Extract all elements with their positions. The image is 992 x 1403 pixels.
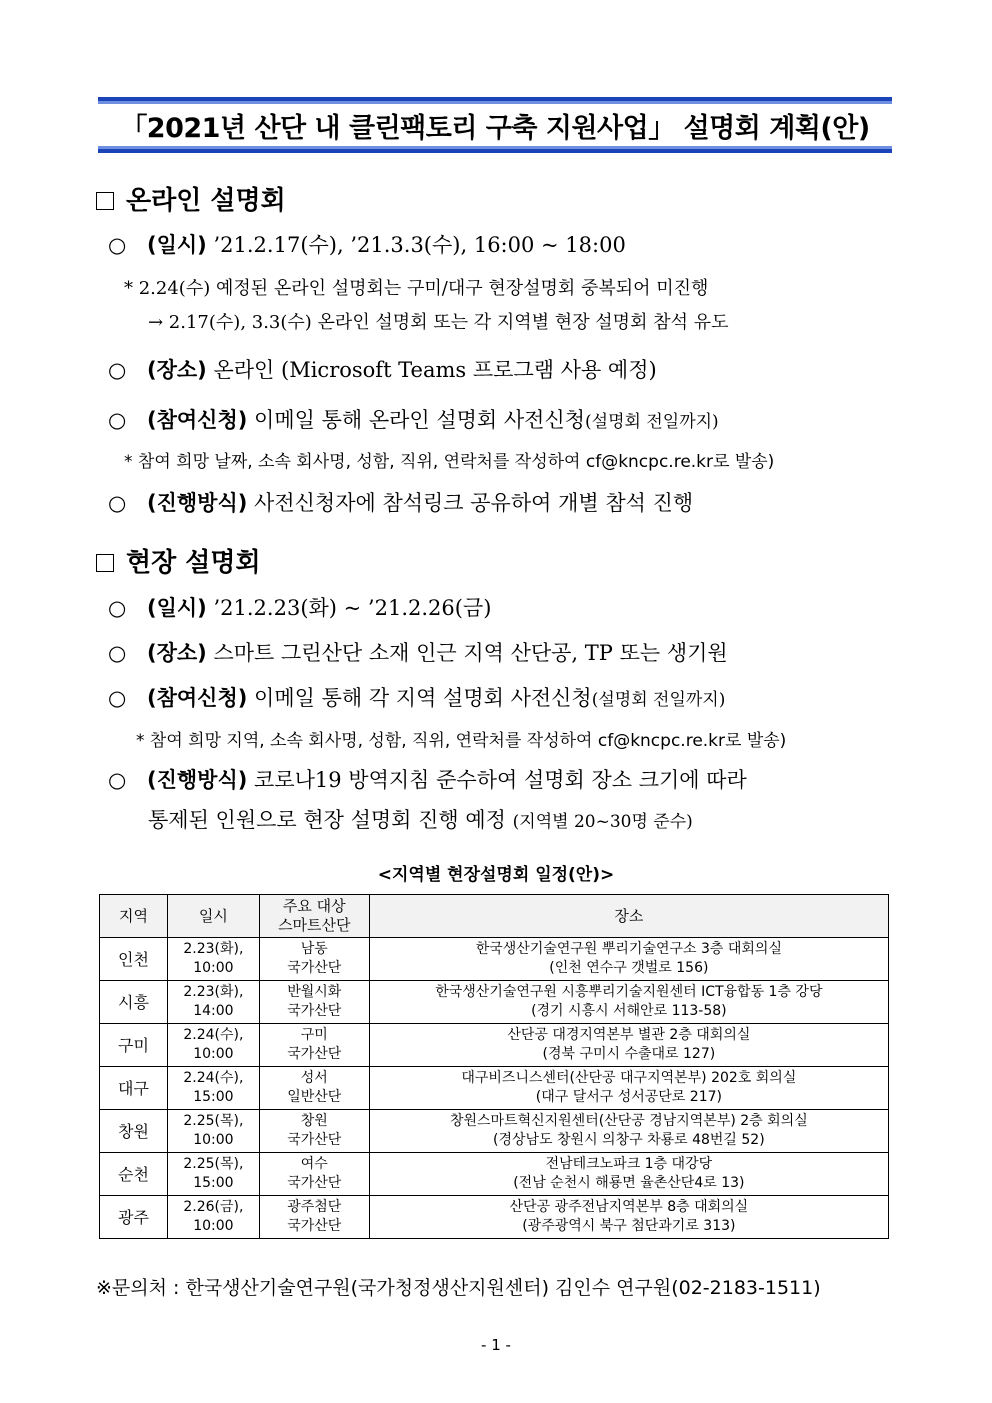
header-place: 장소 [369,895,888,938]
cell-region: 인천 [100,938,168,981]
cell-date: 2.26(금), 10:00 [167,1196,259,1239]
onsite-apply-note: * 참여 희망 지역, 소속 회사명, 성함, 직위, 연락처를 작성하여 cf@kncpc.re.kr로 발송) [136,731,787,751]
table-caption: <지역별 현장설명회 일정(안)> [377,865,615,885]
cell-place: 창원스마트혁신지원센터(산단공 경남지역본부) 2층 회의실 (경상남도 창원시 의창구 차룡로 48번길 52) [369,1110,888,1153]
cell-target: 광주첨단 국가산단 [259,1196,369,1239]
onsite-date-line: ○ (일시) ’21.2.23(화) ~ ’21.2.26(금) [108,596,492,620]
cell-date: 2.24(수), 10:00 [167,1024,259,1067]
cell-region: 대구 [100,1067,168,1110]
cell-place: 한국생산기술연구원 뿌리기술연구소 3층 대회의실 (인천 연수구 갯벌로 156) [369,938,888,981]
table-row [100,1024,889,1067]
online-apply-note: * 참여 희망 날짜, 소속 회사명, 성함, 직위, 연락처를 작성하여 cf@kncpc.re.kr로 발송) [124,452,775,472]
cell-date: 2.25(목), 15:00 [167,1153,259,1196]
cell-date: 2.23(화), 14:00 [167,981,259,1024]
cell-target: 창원 국가산단 [259,1110,369,1153]
cell-target: 구미 국가산단 [259,1024,369,1067]
cell-target: 반월시화 국가산단 [259,981,369,1024]
circle-bullet-icon: ○ [108,641,127,665]
circle-bullet-icon: ○ [108,596,127,620]
circle-bullet-icon: ○ [108,358,127,382]
online-place-line: ○ (장소) 온라인 (Microsoft Teams 프로그램 사용 예정) [108,358,657,382]
cell-date: 2.24(수), 15:00 [167,1067,259,1110]
header-target: 주요 대상 스마트산단 [259,895,369,938]
circle-bullet-icon: ○ [108,686,127,710]
contact-footer: ※문의처 : 한국생산기술연구원(국가청정생산지원센터) 김인수 연구원(02-2183-1511) [96,1277,821,1299]
table-header-row [100,895,889,938]
onsite-method-line-2: 통제된 인원으로 현장 설명회 진행 예정 (지역별 20~30명 준수) [148,808,693,832]
cell-region: 순천 [100,1153,168,1196]
cell-place: 산단공 광주전남지역본부 8층 대회의실 (광주광역시 북구 첨단과기로 313) [369,1196,888,1239]
circle-bullet-icon: ○ [108,233,127,257]
cell-date: 2.25(목), 10:00 [167,1110,259,1153]
online-date-line: ○ (일시) ’21.2.17(수), ’21.3.3(수), 16:00 ~ 18:00 [108,233,626,257]
cell-place: 산단공 대경지역본부 별관 2층 대회의실 (경북 구미시 수출대로 127) [369,1024,888,1067]
cell-target: 여수 국가산단 [259,1153,369,1196]
cell-place: 대구비즈니스센터(산단공 대구지역본부) 202호 회의실 (대구 달서구 성서공단로 217) [369,1067,888,1110]
table-row [100,1110,889,1153]
online-date-note-2: → 2.17(수), 3.3(수) 온라인 설명회 또는 각 지역별 현장 설명회 참석 유도 [148,312,729,333]
online-apply-line: ○ (참여신청) 이메일 통해 온라인 설명회 사전신청(설명회 전일까지) [108,408,719,432]
online-method-line: ○ (진행방식) 사전신청자에 참석링크 공유하여 개별 참석 진행 [108,491,694,515]
cell-region: 시흥 [100,981,168,1024]
online-date-note-1: * 2.24(수) 예정된 온라인 설명회는 구미/대구 현장설명회 중복되어 미진행 [124,278,709,299]
cell-date: 2.23(화), 10:00 [167,938,259,981]
cell-target: 남동 국가산단 [259,938,369,981]
cell-region: 구미 [100,1024,168,1067]
document-title: 「2021년 산단 내 클린팩토리 구축 지원사업」 설명회 계획(안) [120,112,870,144]
schedule-table [99,894,889,1239]
table-row [100,938,889,981]
checkbox-square-icon [96,554,114,572]
circle-bullet-icon: ○ [108,408,127,432]
onsite-apply-line: ○ (참여신청) 이메일 통해 각 지역 설명회 사전신청(설명회 전일까지) [108,686,726,710]
checkbox-square-icon [96,192,114,210]
cell-place: 전남테크노파크 1층 대강당 (전남 순천시 해룡면 율촌산단4로 13) [369,1153,888,1196]
header-region: 지역 [100,895,168,938]
table-row [100,981,889,1024]
header-date: 일시 [167,895,259,938]
table-row [100,1196,889,1239]
table-row [100,1153,889,1196]
cell-place: 한국생산기술연구원 시흥뿌리기술지원센터 ICT융합동 1층 강당 (경기 시흥시 서해안로 113-58) [369,981,888,1024]
cell-target: 성서 일반산단 [259,1067,369,1110]
section-onsite-heading: 현장 설명회 [96,542,261,579]
cell-region: 창원 [100,1110,168,1153]
title-banner [98,97,892,153]
page-number: - 1 - [481,1336,511,1354]
circle-bullet-icon: ○ [108,491,127,515]
section-online-heading: 온라인 설명회 [96,180,286,217]
onsite-method-line: ○ (진행방식) 코로나19 방역지침 준수하여 설명회 장소 크기에 따라 [108,768,747,792]
circle-bullet-icon: ○ [108,768,127,792]
table-row [100,1067,889,1110]
cell-region: 광주 [100,1196,168,1239]
onsite-place-line: ○ (장소) 스마트 그린산단 소재 인근 지역 산단공, TP 또는 생기원 [108,641,728,665]
